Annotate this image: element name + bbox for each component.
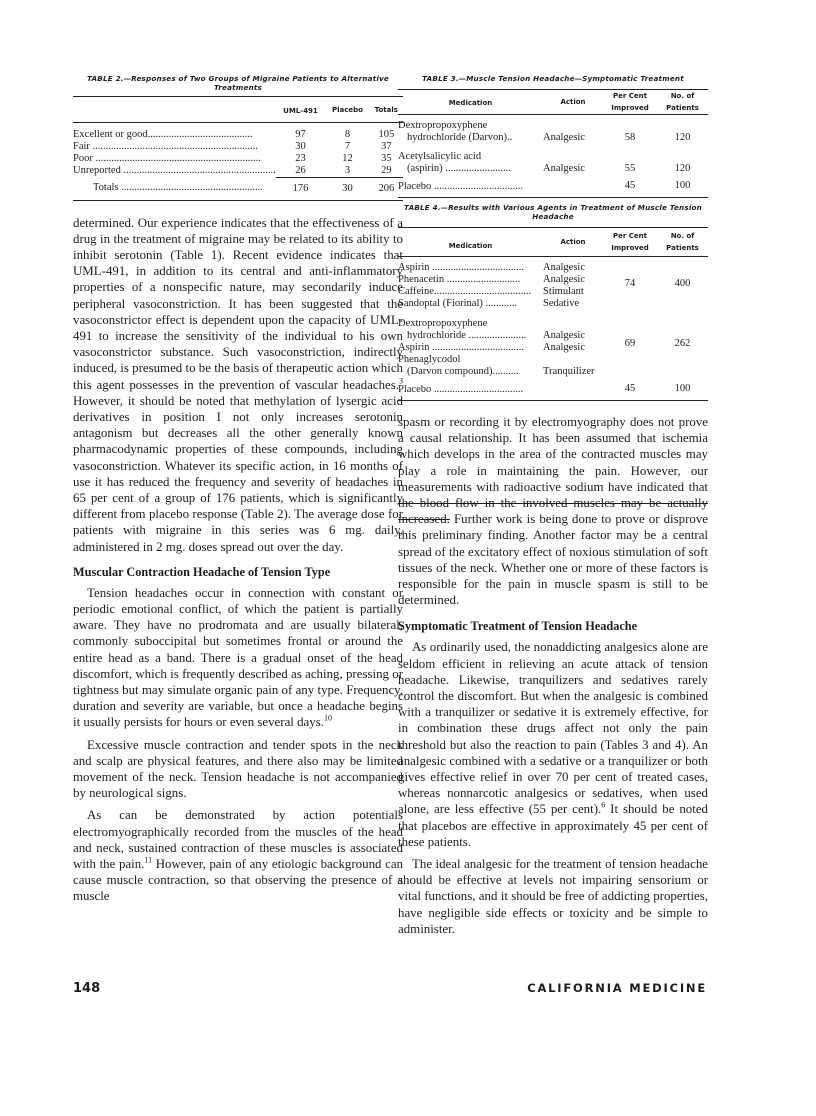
table4-caption: TABLE 4.—Results with Various Agents in Treatment of Muscle Tension Headache xyxy=(404,203,702,221)
paragraph-text: spasm or recording it by electromyography does not prove a causal relationship. It has been assumed that ischemia which develops in the area of the contracted muscles may play a role in maintaining the pain. However, our measurements with radioactive sodium have indicated that xyxy=(398,415,708,494)
paragraph-text: Tension headaches occur in connection with constant or periodic emotional conflict, of which the patient is partially aware. They have no prodromata and are usually bilateral, commonly suboccipital but sometimes frontal or around the entire head as a band. There is a gradual onset of the head discomfort, which is frequently described as aching, pressing or tightness but may simulate organic pain of any type. Frequency, duration and severity are variable, but once a headache begins it usually persists for hours or even several days. xyxy=(73,585,403,730)
table3-cell: 120 xyxy=(674,132,691,143)
paragraph xyxy=(73,585,403,731)
paragraph-text: As can be demonstrated by action potentials electromyographically recorded from the muscles of the head and neck, sustained contraction of these muscles is associated with the pain. xyxy=(73,808,403,872)
paragraph-text: However, pain of any etiologic background can cause muscle contraction, so that observing the presence of a muscle xyxy=(73,857,403,904)
table2-row-label: Fair xyxy=(73,141,90,152)
struck-text: the blood flow in the involved muscles may be actually increased. xyxy=(398,496,708,527)
table2-cell: 97 xyxy=(295,129,306,140)
table3-header-patients: No. of Patients xyxy=(666,92,699,112)
table-row: Acetylsalicylic acid (aspirin) ......................... Analgesic 55 120 xyxy=(398,144,708,175)
table3-action: Analgesic xyxy=(543,163,585,174)
left-body xyxy=(73,215,403,905)
table3-cell: 58 xyxy=(624,132,636,143)
table2-row-label: Excellent or good xyxy=(73,129,148,140)
table3-caption: TABLE 3.—Muscle Tension Headache—Symptomatic Treatment xyxy=(422,74,684,83)
table2-cell: 30 xyxy=(342,182,353,194)
table4-med: Placebo xyxy=(398,384,432,395)
table-row: Fair ............................................................... 30 7 37 xyxy=(73,141,403,153)
table2-total-label: Totals xyxy=(93,181,119,193)
table4-cell: 69 xyxy=(624,338,636,349)
table2-cell: 23 xyxy=(295,153,306,164)
citation: 3 xyxy=(399,376,403,386)
section-heading: Symptomatic Treatment of Tension Headache xyxy=(398,619,638,634)
paragraph xyxy=(73,807,403,904)
table4-action: Analgesic xyxy=(543,274,585,285)
left-column xyxy=(73,74,403,905)
table4-action: Tranquilizer xyxy=(543,366,595,377)
table2-caption: TABLE 2.—Responses of Two Groups of Migraine Patients to Alternative Treatments xyxy=(87,74,389,92)
table2-cell: 35 xyxy=(381,153,392,164)
table3-header-percent: Per Cent Improved xyxy=(611,92,649,112)
table3-header-action: Action xyxy=(560,98,586,106)
table2-total-row: Totals ...................................................... 176 30 206 xyxy=(73,178,403,201)
table4-action: Stimulant xyxy=(543,286,584,297)
table-row: Dextropropoxyphene hydrochloride ...................... Aspirin ................................... Phenaglycodol (Darvon compound).......... Analgesic Analgesic Tranquilizer 69 262 xyxy=(398,310,708,378)
table2-header-label xyxy=(73,97,276,123)
table4-header-medication: Medication xyxy=(448,242,493,250)
table4-cell: 262 xyxy=(674,338,691,349)
table2-header-placebo: Placebo xyxy=(331,105,363,114)
table4-med: Sandoptal (Fiorinal) xyxy=(398,298,483,309)
table4-med: hydrochloride xyxy=(407,330,466,341)
paragraph xyxy=(73,215,403,555)
table2-header-uml: UML-491 xyxy=(283,107,318,115)
table3-cell: 45 xyxy=(624,180,636,191)
table4-med: Dextropropoxyphene xyxy=(398,318,488,329)
table4-med: Caffeine xyxy=(398,286,434,297)
citation: 6 xyxy=(601,801,606,811)
table-row: Unreported .......................................................... 26 3 29 xyxy=(73,165,403,178)
citation: 11 xyxy=(144,855,153,865)
table3-cell: 100 xyxy=(674,180,691,191)
table2 xyxy=(73,96,403,201)
table4-cell: 74 xyxy=(624,277,636,289)
table3-cell: 55 xyxy=(624,163,636,174)
paragraph xyxy=(398,414,708,608)
table4-med: Phenaglycodol xyxy=(398,354,461,365)
table3-med: Placebo xyxy=(398,181,432,192)
table-row: Aspirin ................................... Phenacetin ............................ Caffeine..................................... Sandoptal (Fiorinal) ............ Analgesic Analgesic Stimulant Sedative 74 400 xyxy=(398,257,708,311)
journal-name: CALIFORNIA MEDICINE xyxy=(527,981,707,995)
table4-med: (Darvon compound) xyxy=(407,366,493,377)
table4-action: Analgesic xyxy=(543,342,585,353)
table2-cell: 176 xyxy=(292,182,309,194)
table3-med: hydrochloride (Darvon) xyxy=(407,132,508,143)
table4-action: Analgesic xyxy=(543,330,585,341)
table2-row-label: Unreported xyxy=(73,165,121,177)
table3-med: (aspirin) xyxy=(407,163,443,174)
table4-med: Aspirin xyxy=(398,262,430,273)
right-body xyxy=(398,414,708,937)
table3 xyxy=(398,89,708,198)
paragraph-text: determined. Our experience indicates that the effectiveness of a drug in the treatment of migraine may be related to its ability to inhibit serotonin (Table 1). Recent evidence indicates that UML-491, in addition to its central and anti-inflammatory properties of a nonspecific nature, may secondarily induce peripheral vasoconstriction. It has been suggested that the vasoconstrictor effect is dependent upon the capacity of UML-491 to increase the sensitivity of the individual to his own vasoconstrictor substance. Such vasoconstriction, indirectly induced, is presumed to be the basis of therapeutic action which this agent possesses in the prevention of vascular headaches. xyxy=(73,215,403,392)
table4-action: Analgesic xyxy=(543,262,585,273)
table2-cell: 8 xyxy=(344,129,351,140)
paragraph-text: However, it should be noted that methylation of lysergic acid derivatives in position I not only increases serotonin antagonism but decreases all the other generally known pharmacodynamic properties of these compounds, including vasoconstriction. Whatever its specific action, in 16 months of use it has reduced the frequency and severity of headaches in 65 per cent of a group of 176 patients, which is significantly different from placebo response (Table 2). The average dose for patients with migraine in this series was 6 mg. daily, administered in 2 mg. doses spread out over the day. xyxy=(73,393,403,554)
paragraph: Excessive muscle contraction and tender spots in the neck and scalp are physical features, and there also may be limited movement of the neck. Tension headache is not accompanied by neurological signs. xyxy=(73,737,403,801)
table2-cell: 3 xyxy=(325,165,369,178)
table4-cell: 400 xyxy=(674,277,691,289)
section-heading: Muscular Contraction Headache of Tension Type xyxy=(73,564,331,579)
table2-cell: 26 xyxy=(276,165,326,178)
table-row: Excellent or good........................................ 97 8 105 xyxy=(73,129,403,141)
table3-cell: 120 xyxy=(674,163,691,174)
page-footer xyxy=(73,981,707,1001)
table4-cell: 45 xyxy=(624,383,636,394)
table2-cell: 37 xyxy=(381,141,392,152)
table2-cell: 30 xyxy=(295,141,306,152)
table2-header-totals: Totals xyxy=(374,105,398,114)
paragraph xyxy=(398,639,708,850)
table3-header-medication: Medication xyxy=(448,99,493,107)
paragraph: The ideal analgesic for the treatment of tension headache should be effective at levels not impairing sensorium or vital functions, and it should be free of addicting properties, have negligible side effects or toxicity and be simple to administer. xyxy=(398,857,708,936)
table2-cell: 29 xyxy=(370,165,403,178)
table3-med: Dextropropoxyphene xyxy=(398,120,488,131)
paragraph-text: Further work is being done to prove or disprove this preliminary finding. Another factor may be a central spread of the excitatory effect of noxious stimulation of soft tissues of the neck. Whether one or more of these factors is responsible for the pain in muscle spasm is still to be determined. xyxy=(398,512,708,608)
paragraph-text: It should be noted that placebos are effective in approximately 45 per cent of these patients. xyxy=(398,802,708,849)
table3-action: Analgesic xyxy=(543,132,585,143)
table2-cell: 105 xyxy=(378,129,395,140)
table4-header-patients: No. of Patients xyxy=(666,232,699,252)
citation: 10 xyxy=(323,714,332,724)
table4-med: Aspirin xyxy=(398,342,430,353)
table-row: Placebo .................................. 45 100 xyxy=(398,175,708,198)
right-column xyxy=(398,74,708,937)
table2-cell: 206 xyxy=(378,182,395,194)
table4-header-action: Action xyxy=(560,238,586,246)
table2-cell: 7 xyxy=(344,141,351,152)
table3-action xyxy=(543,175,603,198)
table4-action: Sedative xyxy=(543,298,580,309)
table-row: Dextropropoxyphene hydrochloride (Darvon).. Analgesic 58 120 xyxy=(398,115,708,145)
table2-cell: 12 xyxy=(342,153,353,164)
table4-med: Phenacetin xyxy=(398,274,445,285)
table2-row-label: Poor xyxy=(73,153,93,164)
table4-cell: 100 xyxy=(674,383,691,394)
table-row: Placebo .................................. 45 100 xyxy=(398,378,708,401)
page-number: 148 xyxy=(73,981,101,996)
paragraph-text: As ordinarily used, the nonaddicting analgesics alone are seldom efficient in relieving an acute attack of tension headache. Likewise, tranquilizers and sedatives rarely control the discomfort. But when the analgesic is combined with a tranquilizer or sedative it is extremely effective, for in combination these drugs affect not only the pain threshold but also the reaction to pain (Tables 3 and 4). An analgesic combined with a sedative or a tranquilizer or both gives effective relief in over 70 per cent of treated cases, whereas nonnarcotic analgesics or sedatives, when used alone, are less effective (55 per cent). xyxy=(398,640,708,817)
table4 xyxy=(398,227,708,401)
table-row: Poor ............................................................... 23 12 35 xyxy=(73,153,403,165)
table4-header-percent: Per Cent Improved xyxy=(611,232,649,252)
table3-med: Acetylsalicylic acid xyxy=(398,151,482,162)
